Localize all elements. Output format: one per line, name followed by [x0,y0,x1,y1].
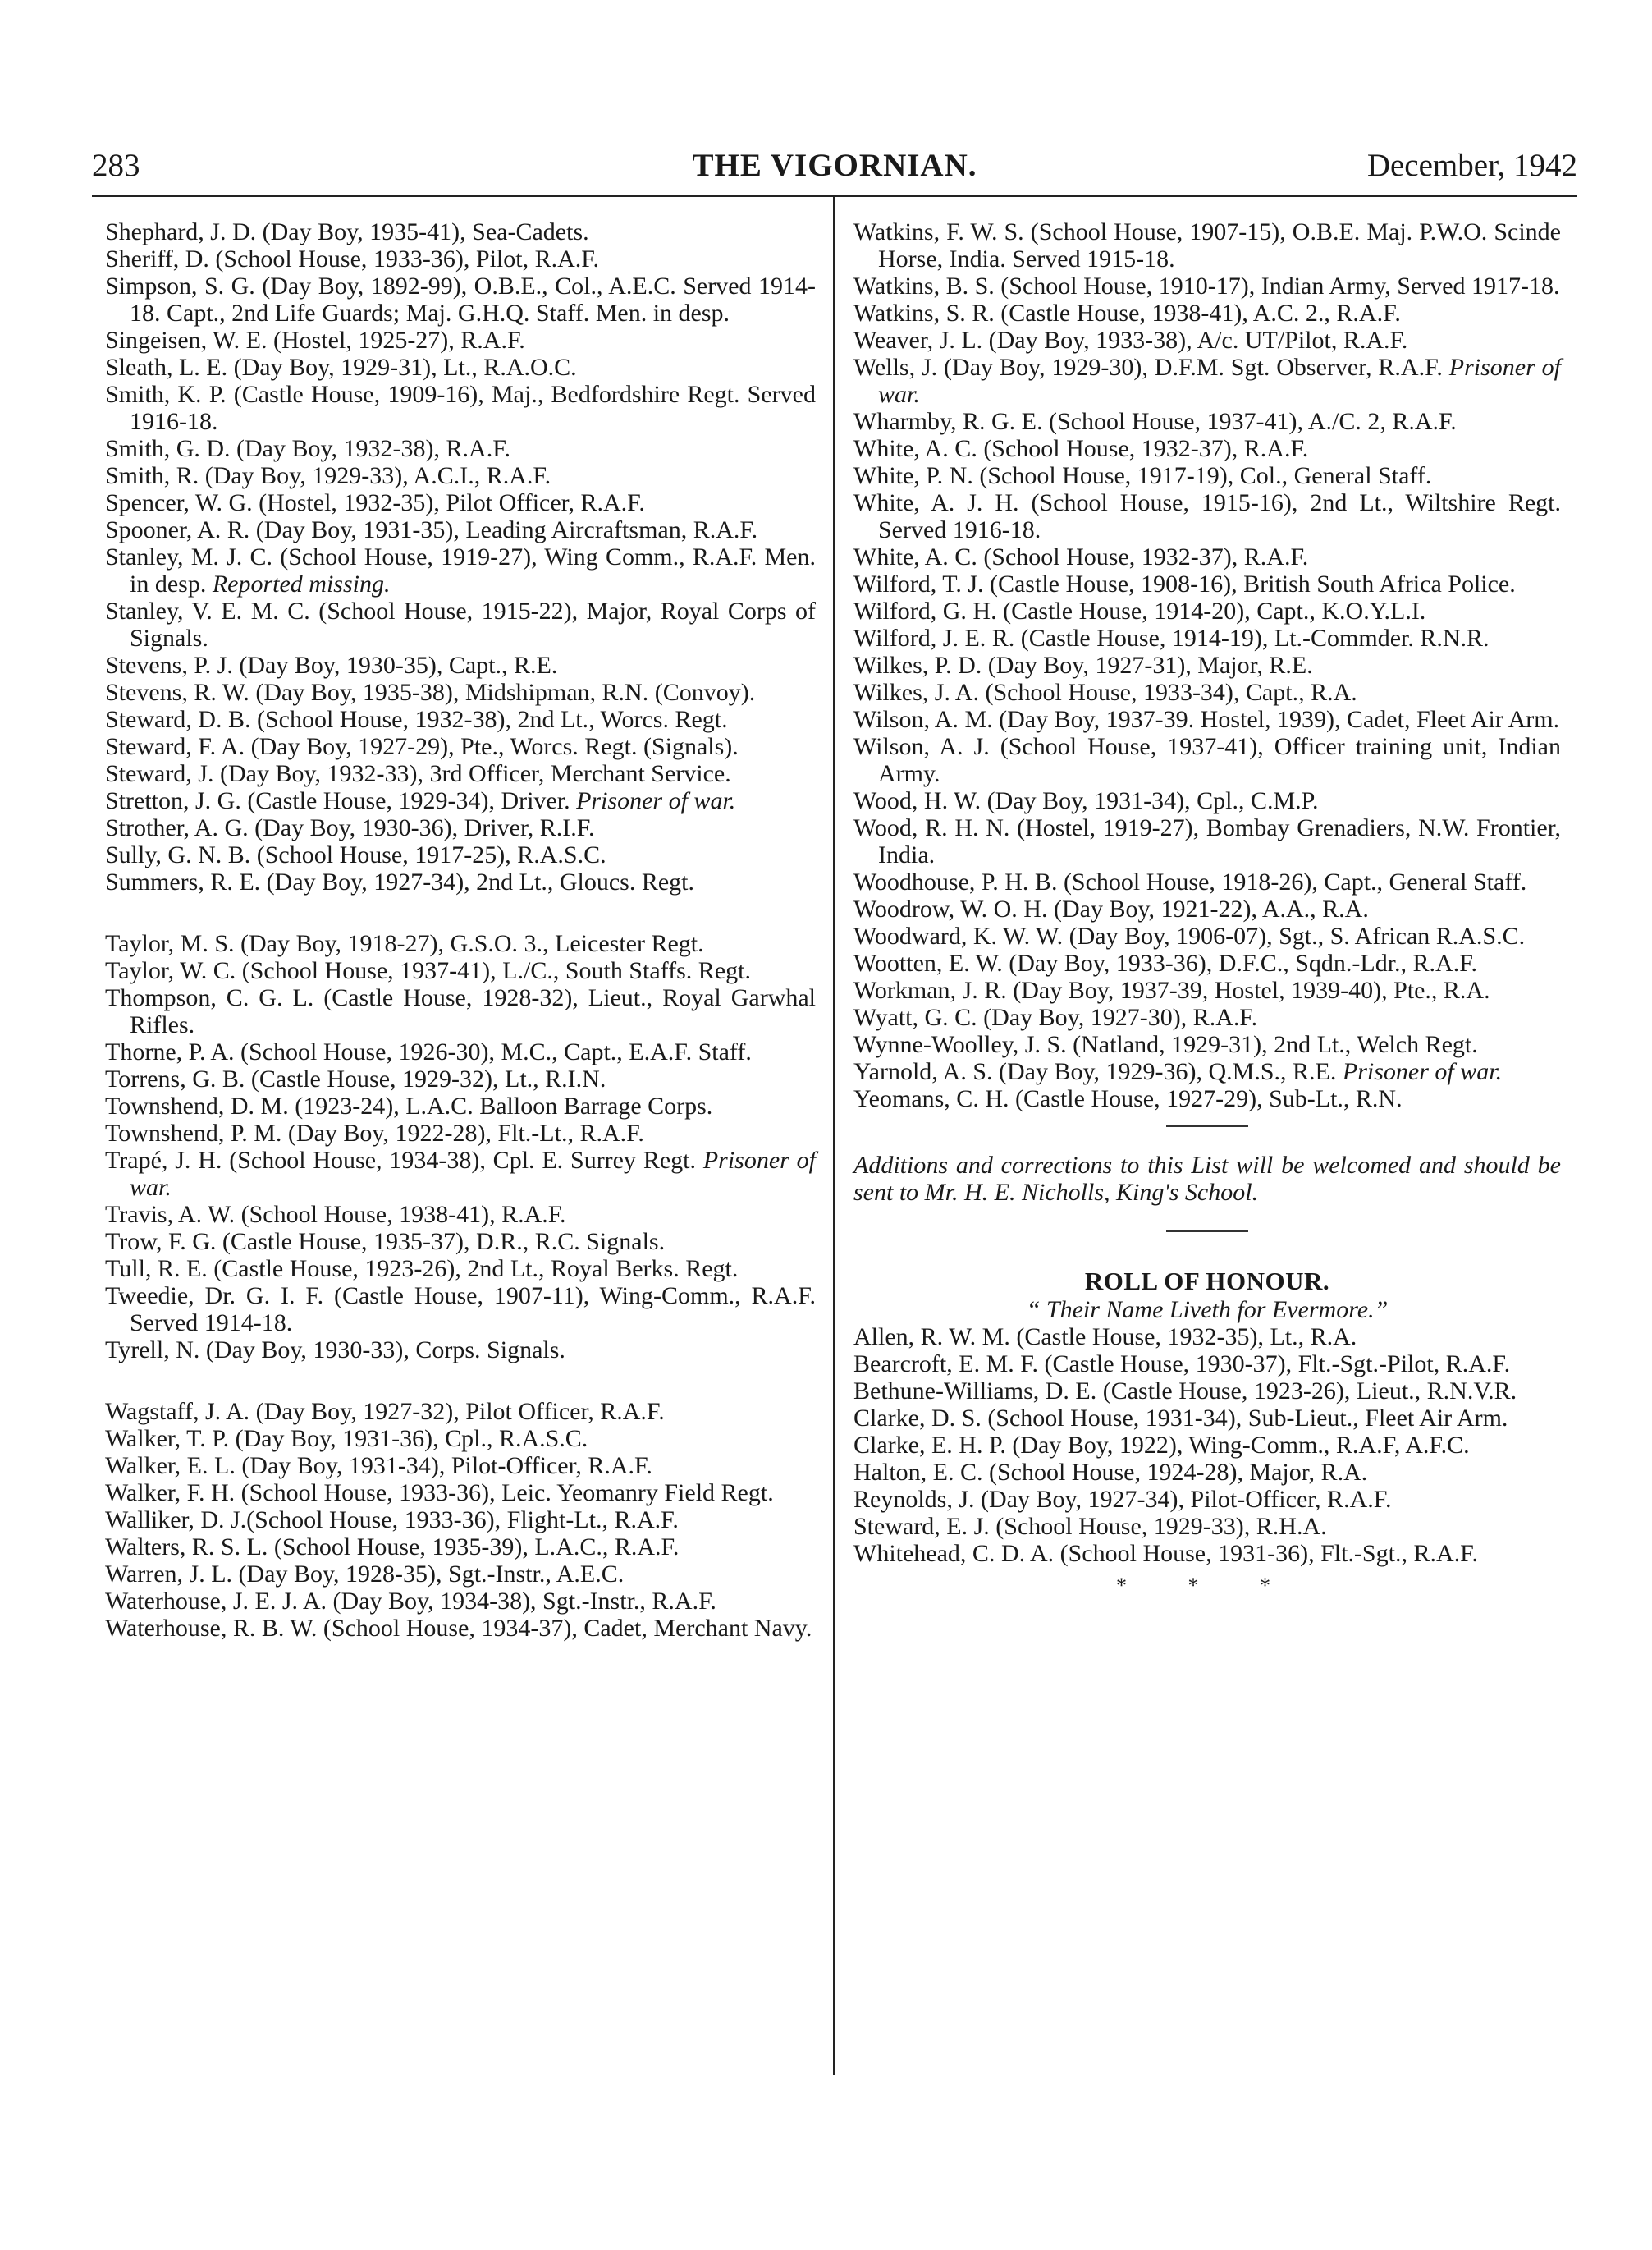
list-entry: Steward, D. B. (School House, 1932-38), 2nd Lt., Worcs. Regt. [105,706,728,733]
honour-entry: Allen, R. W. M. (Castle House, 1932-35), Lt., R.A. [853,1323,1357,1350]
list-entry: Simpson, S. G. (Day Boy, 1892-99), O.B.E., Col., A.E.C. Served 1914-18. Capt., 2nd Life Guards; Maj. G.H.Q. Staff. Men. in desp. [105,273,816,327]
group-spacer [105,1363,816,1398]
left-column [105,218,816,1642]
entry-note: Reported missing. [212,571,391,598]
page-header [92,146,1577,192]
list-entry: Waterhouse, J. E. J. A. (Day Boy, 1934-38), Sgt.-Instr., R.A.F. [105,1588,716,1615]
list-entry: White, A. J. H. (School House, 1915-16), 2nd Lt., Wiltshire Regt. Served 1916-18. [853,489,1561,543]
page-number: 283 [92,148,140,183]
list-entry [105,787,816,814]
list-entry: Watkins, S. R. (Castle House, 1938-41), A.C. 2., R.A.F. [853,300,1401,327]
list-entry: Wharmby, R. G. E. (School House, 1937-41), A./C. 2, R.A.F. [853,408,1457,435]
page-title: THE VIGORNIAN. [692,148,977,183]
list-entry: Stevens, P. J. (Day Boy, 1930-35), Capt., R.E. [105,652,558,679]
honour-entry: Bethune-Williams, D. E. (Castle House, 1923-26), Lieut., R.N.V.R. [853,1377,1517,1405]
list-entry: Wootten, E. W. (Day Boy, 1933-36), D.F.C., Sqdn.-Ldr., R.A.F. [853,950,1478,977]
list-entry [853,1058,1561,1085]
entry-text: Wells, J. (Day Boy, 1929-30), D.F.M. Sgt. Observer, R.A.F. [853,354,1443,381]
issue-date: December, 1942 [1366,148,1577,183]
list-entry: Workman, J. R. (Day Boy, 1937-39, Hostel, 1939-40), Pte., R.A. [853,977,1490,1004]
list-entry: Torrens, G. B. (Castle House, 1929-32), Lt., R.I.N. [105,1065,606,1093]
entry-text: Trapé, J. H. (School House, 1934-38), Cpl. E. Surrey Regt. [105,1147,696,1174]
list-entry: Sheriff, D. (School House, 1933-36), Pilot, R.A.F. [105,245,600,273]
list-entry: Wilford, J. E. R. (Castle House, 1914-19), Lt.-Commder. R.N.R. [853,625,1490,652]
honour-entry: Halton, E. C. (School House, 1924-28), Major, R.A. [853,1459,1368,1486]
entry-note: Prisoner of war. [878,354,1562,408]
list-entry: Sully, G. N. B. (School House, 1917-25), R.A.S.C. [105,841,606,868]
list-entry: Shephard, J. D. (Day Boy, 1935-41), Sea-Cadets. [105,218,589,245]
entry-note: Prisoner of war. [1342,1058,1503,1085]
column-divider [833,197,835,2075]
list-entry: Thompson, C. G. L. (Castle House, 1928-32), Lieut., Royal Garwhal Rifles. [105,984,816,1038]
section-divider [1166,1125,1248,1127]
closing-note: Additions and corrections to this List will be welcomed and should be sent to Mr. H. E. Nicholls, King's School. [853,1152,1561,1206]
list-entry: Yeomans, C. H. (Castle House, 1927-29), Sub-Lt., R.N. [853,1085,1403,1112]
honour-entry: Reynolds, J. (Day Boy, 1927-34), Pilot-Officer, R.A.F. [853,1486,1392,1513]
honour-entry: Whitehead, C. D. A. (School House, 1931-36), Flt.-Sgt., R.A.F. [853,1540,1478,1567]
entry-note: Prisoner of war. [130,1147,816,1201]
list-entry: Sleath, L. E. (Day Boy, 1929-31), Lt., R.A.O.C. [105,354,577,381]
list-entry: Warren, J. L. (Day Boy, 1928-35), Sgt.-Instr., A.E.C. [105,1560,625,1588]
list-entry: Tyrell, N. (Day Boy, 1930-33), Corps. Signals. [105,1336,565,1363]
list-entry: Watkins, B. S. (School House, 1910-17), Indian Army, Served 1917-18. [853,273,1560,300]
entry-note: Prisoner of war. [576,787,736,814]
list-entry: Townshend, P. M. (Day Boy, 1922-28), Flt.-Lt., R.A.F. [105,1120,644,1147]
list-entry: Weaver, J. L. (Day Boy, 1933-38), A/c. UT/Pilot, R.A.F. [853,327,1408,354]
list-entry: Walker, E. L. (Day Boy, 1931-34), Pilot-Officer, R.A.F. [105,1452,652,1479]
list-entry: Spencer, W. G. (Hostel, 1932-35), Pilot Officer, R.A.F. [105,489,645,516]
list-entry: Stanley, V. E. M. C. (School House, 1915-22), Major, Royal Corps of Signals. [105,598,816,652]
list-entry: Wood, H. W. (Day Boy, 1931-34), Cpl., C.M.P. [853,787,1319,814]
list-entry: White, A. C. (School House, 1932-37), R.A.F. [853,543,1309,571]
list-entry: Summers, R. E. (Day Boy, 1927-34), 2nd Lt., Gloucs. Regt. [105,868,694,896]
list-entry: Tweedie, Dr. G. I. F. (Castle House, 1907-11), Wing-Comm., R.A.F. Served 1914-18. [105,1282,816,1336]
honour-entry: Clarke, E. H. P. (Day Boy, 1922), Wing-Comm., R.A.F, A.F.C. [853,1432,1470,1459]
list-entry: Townshend, D. M. (1923-24), L.A.C. Balloon Barrage Corps. [105,1093,713,1120]
list-entry: Waterhouse, R. B. W. (School House, 1934-37), Cadet, Merchant Navy. [105,1615,812,1642]
honour-entry: Clarke, D. S. (School House, 1931-34), Sub-Lieut., Fleet Air Arm. [853,1405,1508,1432]
list-entry [853,354,1561,408]
list-entry: Wilford, G. H. (Castle House, 1914-20), Capt., K.O.Y.L.I. [853,598,1426,625]
entry-text: Stretton, J. G. (Castle House, 1929-34), Driver. [105,787,570,814]
list-entry: White, A. C. (School House, 1932-37), R.A.F. [853,435,1309,462]
list-entry: Wilson, A. J. (School House, 1937-41), Officer training unit, Indian Army. [853,733,1561,787]
list-entry: Singeisen, W. E. (Hostel, 1925-27), R.A.F. [105,327,525,354]
list-entry [105,1147,816,1201]
roll-of-honour-subtitle: “ Their Name Liveth for Evermore.” [1026,1296,1389,1323]
list-entry: Watkins, F. W. S. (School House, 1907-15), O.B.E. Maj. P.W.O. Scinde Horse, India. Served 1915-18. [853,218,1561,273]
list-entry: Woodhouse, P. H. B. (School House, 1918-26), Capt., General Staff. [853,868,1527,896]
list-entry: Smith, K. P. (Castle House, 1909-16), Maj., Bedfordshire Regt. Served 1916-18. [105,381,816,435]
list-entry: Wood, R. H. N. (Hostel, 1919-27), Bombay Grenadiers, N.W. Frontier, India. [853,814,1561,868]
entry-text: Stanley, M. J. C. (School House, 1919-27), Wing Comm., R.A.F. Men. in desp. [105,543,816,598]
roll-of-honour-title: ROLL OF HONOUR. [1084,1267,1330,1295]
list-entry: Wynne-Woolley, J. S. (Natland, 1929-31), 2nd Lt., Welch Regt. [853,1031,1478,1058]
honour-entry: Steward, E. J. (School House, 1929-33), R.H.A. [853,1513,1327,1540]
list-entry: Strother, A. G. (Day Boy, 1930-36), Driver, R.I.F. [105,814,595,841]
list-entry [105,543,816,598]
list-entry: Woodrow, W. O. H. (Day Boy, 1921-22), A.A., R.A. [853,896,1369,923]
list-entry: Tull, R. E. (Castle House, 1923-26), 2nd Lt., Royal Berks. Regt. [105,1255,739,1282]
list-entry: Wagstaff, J. A. (Day Boy, 1927-32), Pilot Officer, R.A.F. [105,1398,665,1425]
list-entry: Walters, R. S. L. (School House, 1935-39), L.A.C., R.A.F. [105,1533,680,1560]
list-entry: Smith, R. (Day Boy, 1929-33), A.C.I., R.A.F. [105,462,551,489]
list-entry: Wilford, T. J. (Castle House, 1908-16), British South Africa Police. [853,571,1516,598]
list-entry: Woodward, K. W. W. (Day Boy, 1906-07), Sgt., S. African R.A.S.C. [853,923,1526,950]
list-entry: Wyatt, G. C. (Day Boy, 1927-30), R.A.F. [853,1004,1258,1031]
list-entry: Stevens, R. W. (Day Boy, 1935-38), Midshipman, R.N. (Convoy). [105,679,756,706]
list-entry: Spooner, A. R. (Day Boy, 1931-35), Leading Aircraftsman, R.A.F. [105,516,758,543]
list-entry: Taylor, W. C. (School House, 1937-41), L./C., South Staffs. Regt. [105,957,751,984]
list-entry: Trow, F. G. (Castle House, 1935-37), D.R., R.C. Signals. [105,1228,666,1255]
honour-entry: Bearcroft, E. M. F. (Castle House, 1930-37), Flt.-Sgt.-Pilot, R.A.F. [853,1350,1511,1377]
list-entry: Taylor, M. S. (Day Boy, 1918-27), G.S.O. 3., Leicester Regt. [105,930,704,957]
list-entry: Steward, F. A. (Day Boy, 1927-29), Pte., Worcs. Regt. (Signals). [105,733,739,760]
list-entry: Steward, J. (Day Boy, 1932-33), 3rd Officer, Merchant Service. [105,760,731,787]
list-entry: Thorne, P. A. (School House, 1926-30), M.C., Capt., E.A.F. Staff. [105,1038,752,1065]
list-entry: Wilkes, J. A. (School House, 1933-34), Capt., R.A. [853,679,1357,706]
header-rule [92,195,1577,197]
list-entry: Walker, F. H. (School House, 1933-36), Leic. Yeomanry Field Regt. [105,1479,774,1506]
right-column [853,218,1561,1598]
ornament-stars: * * * [1116,1574,1298,1597]
group-spacer [105,896,816,930]
list-entry: White, P. N. (School House, 1917-19), Col., General Staff. [853,462,1432,489]
list-entry: Smith, G. D. (Day Boy, 1932-38), R.A.F. [105,435,510,462]
list-entry: Walliker, D. J.(School House, 1933-36), Flight-Lt., R.A.F. [105,1506,679,1533]
list-entry: Wilkes, P. D. (Day Boy, 1927-31), Major, R.E. [853,652,1313,679]
entry-text: Yarnold, A. S. (Day Boy, 1929-36), Q.M.S., R.E. [853,1058,1337,1085]
list-entry: Wilson, A. M. (Day Boy, 1937-39. Hostel, 1939), Cadet, Fleet Air Arm. [853,706,1560,733]
section-divider [1166,1230,1248,1232]
list-entry: Walker, T. P. (Day Boy, 1931-36), Cpl., R.A.S.C. [105,1425,588,1452]
list-entry: Travis, A. W. (School House, 1938-41), R.A.F. [105,1201,566,1228]
